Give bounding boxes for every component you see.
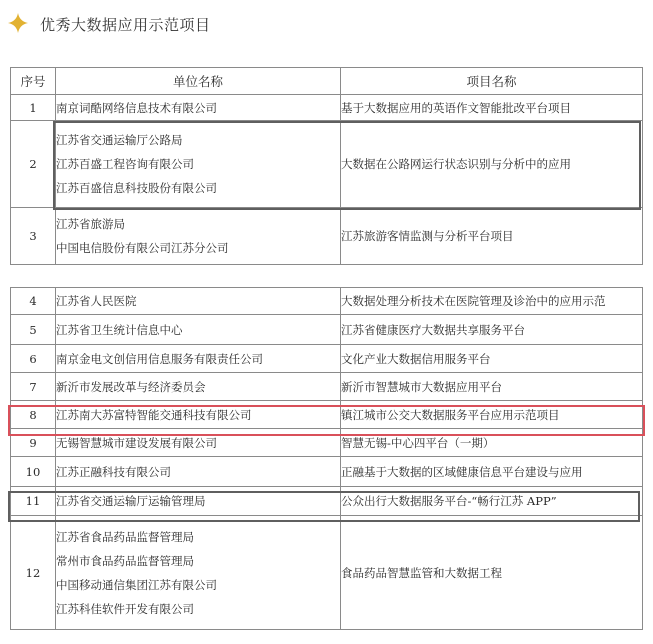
row-project: 新沂市智慧城市大数据应用平台 <box>341 373 643 401</box>
column-header-index: 序号 <box>11 68 56 95</box>
highlight-box-row-11 <box>8 491 640 522</box>
row-project: 镇江城市公交大数据服务平台应用示范项目 <box>341 401 643 429</box>
row-index: 8 <box>11 401 56 429</box>
row-units: 新沂市发展改革与经济委员会 <box>56 373 341 401</box>
row-project: 智慧无锡-中心四平台（一期） <box>341 429 643 457</box>
row-index: 11 <box>11 487 56 516</box>
row-project: 大数据处理分析技术在医院管理及诊治中的应用示范 <box>341 288 643 315</box>
row-project: 基于大数据应用的英语作文智能批改平台项目 <box>341 95 643 121</box>
row-index: 6 <box>11 345 56 373</box>
row-index: 2 <box>11 121 56 208</box>
row-project: 江苏旅游客情监测与分析平台项目 <box>341 208 643 265</box>
unit-name: 江苏科佳软件开发有限公司 <box>56 601 194 616</box>
row-units: 江苏南大苏富特智能交通科技有限公司 <box>56 401 341 429</box>
table-row <box>11 345 643 373</box>
row-units <box>56 516 341 630</box>
unit-name: 江苏百盛信息科技股份有限公司 <box>56 181 217 195</box>
projects-table-part2 <box>10 287 643 630</box>
row-project: 食品药品智慧监管和大数据工程 <box>341 516 643 630</box>
column-header-project: 项目名称 <box>341 68 643 95</box>
unit-name: 中国电信股份有限公司江苏分公司 <box>56 241 229 255</box>
page-header <box>0 0 653 48</box>
row-units: 江苏省交通运输厅运输管理局 <box>56 487 341 516</box>
table-row <box>11 315 643 345</box>
row-project: 文化产业大数据信用服务平台 <box>341 345 643 373</box>
row-units: 无锡智慧城市建设发展有限公司 <box>56 429 341 457</box>
unit-name: 江苏百盛工程咨询有限公司 <box>56 157 194 171</box>
unit-name: 江苏省食品药品监督管理局 <box>56 529 194 544</box>
row-project: 正融基于大数据的区域健康信息平台建设与应用 <box>341 457 643 487</box>
highlight-box-row-8 <box>8 405 645 436</box>
table-row <box>11 457 643 487</box>
row-index: 7 <box>11 373 56 401</box>
row-units <box>56 95 341 121</box>
table-row <box>11 95 643 121</box>
row-project: 公众出行大数据服务平台-“畅行江苏 APP” <box>341 487 643 516</box>
diamond-star-icon <box>8 13 28 33</box>
unit-name: 中国移动通信集团江苏有限公司 <box>56 577 217 592</box>
row-units <box>56 208 341 265</box>
row-index: 4 <box>11 288 56 315</box>
row-project: 江苏省健康医疗大数据共享服务平台 <box>341 315 643 345</box>
table-row <box>11 516 643 630</box>
table-row <box>11 373 643 401</box>
row-index: 9 <box>11 429 56 457</box>
row-project: 大数据在公路网运行状态识别与分析中的应用 <box>341 121 643 208</box>
page-title: 优秀大数据应用示范项目 <box>40 16 211 34</box>
row-units: 江苏正融科技有限公司 <box>56 457 341 487</box>
row-index: 10 <box>11 457 56 487</box>
unit-name: 常州市食品药品监督管理局 <box>56 553 194 568</box>
row-index: 5 <box>11 315 56 345</box>
unit-name: 江苏省交通运输厅公路局 <box>56 133 183 147</box>
column-header-unit: 单位名称 <box>56 68 341 95</box>
table-row <box>11 288 643 315</box>
row-index: 12 <box>11 516 56 630</box>
row-units: 南京金电文创信用信息服务有限责任公司 <box>56 345 341 373</box>
row-units: 江苏省卫生统计信息中心 <box>56 315 341 345</box>
row-units: 江苏省人民医院 <box>56 288 341 315</box>
table-header-row <box>11 68 643 95</box>
unit-name: 江苏省旅游局 <box>56 217 125 231</box>
row-index: 3 <box>11 208 56 265</box>
table-row <box>11 208 643 265</box>
highlight-box-row-2 <box>53 121 641 210</box>
unit-name: 南京词酷网络信息技术有限公司 <box>56 100 217 115</box>
row-index: 1 <box>11 95 56 121</box>
